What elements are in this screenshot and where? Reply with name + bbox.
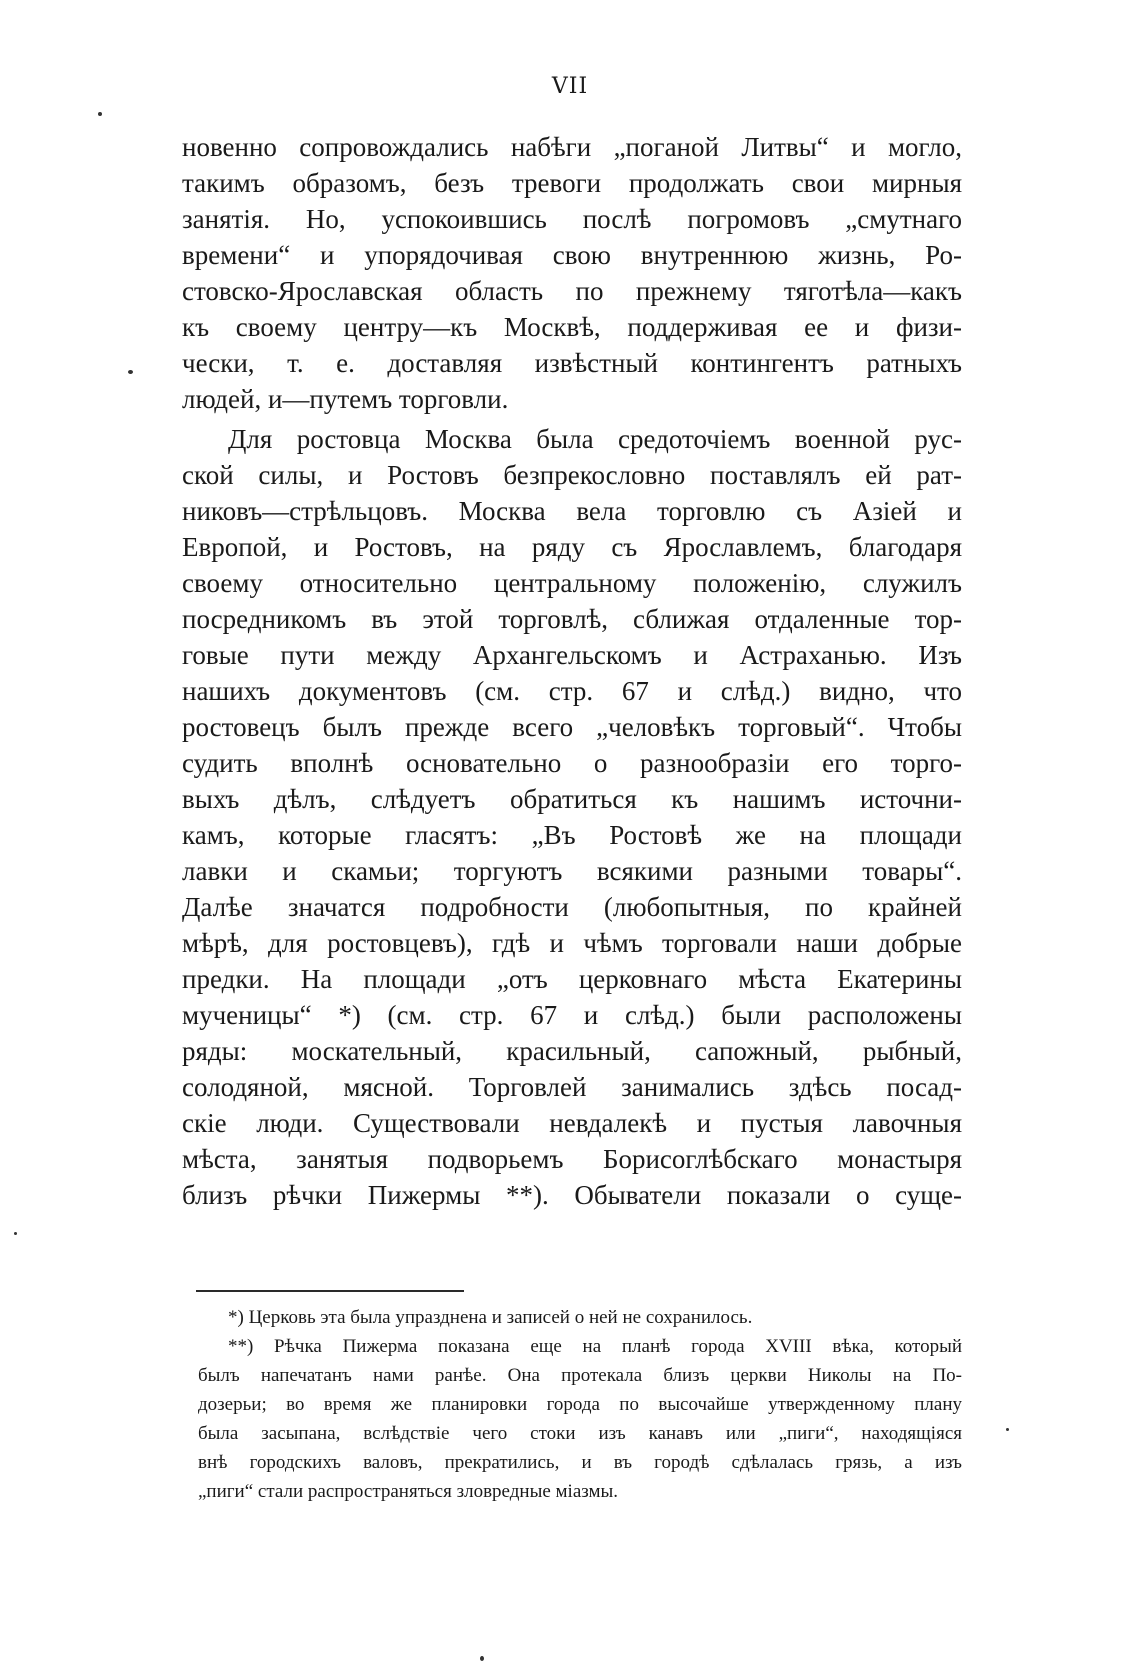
text-line: времени“ и упорядочивая свою внутреннюю жизнь, Ро- xyxy=(182,240,962,270)
text-line: камъ, которые гласятъ: „Въ Ростовѣ же на площади xyxy=(182,820,962,850)
text-line: людей, и—путемъ торговли. xyxy=(182,384,509,414)
footnote-line: **) Рѣчка Пижерма показана еще на планѣ города XVIII вѣка, который xyxy=(228,1336,962,1357)
text-line: близъ рѣчки Пижермы **). Обыватели показали о суще- xyxy=(182,1180,962,1210)
footnote-line: была засыпана, вслѣдствіе чего стоки изъ канавъ или „пиги“, находящіяся xyxy=(198,1423,962,1444)
text-line: Далѣе значатся подробности (любопытныя, по крайней xyxy=(182,892,962,922)
text-line: посредникомъ въ этой торговлѣ, сближая отдаленные тор- xyxy=(182,604,962,634)
text-line: своему относительно центральному положенію, служилъ xyxy=(182,568,962,598)
footnote-line: „пиги“ стали распространяться зловредные міазмы. xyxy=(198,1481,619,1502)
footnote-line: былъ напечатанъ нами ранѣе. Она протекала близъ церкви Николы на По- xyxy=(198,1365,962,1386)
text-line: ской силы, и Ростовъ безпрекословно поставлялъ ей рат- xyxy=(182,460,962,490)
text-line: говые пути между Архангельскомъ и Астраханью. Изъ xyxy=(182,640,962,670)
text-line: чески, т. е. доставляя извѣстный контингентъ ратныхъ xyxy=(182,348,962,378)
text-line: солодяной, мясной. Торговлей занимались здѣсь посад- xyxy=(182,1072,962,1102)
text-line: ростовецъ былъ прежде всего „человѣкъ торговый“. Чтобы xyxy=(182,712,962,742)
text-line: Европой, и Ростовъ, на ряду съ Ярославлемъ, благодаря xyxy=(182,532,962,562)
text-line: мѣрѣ, для ростовцевъ), гдѣ и чѣмъ торговали наши добрые xyxy=(182,928,962,958)
text-line: такимъ образомъ, безъ тревоги продолжать свои мирныя xyxy=(182,168,962,198)
text-line: мученицы“ *) (см. стр. 67 и слѣд.) были расположены xyxy=(182,1000,962,1030)
text-line: лавки и скамьи; торгуютъ всякими разными товары“. xyxy=(182,856,962,886)
footnote-line: *) Церковь эта была упразднена и записей о ней не сохранилось. xyxy=(228,1307,753,1328)
text-line: занятія. Но, успокоившись послѣ погромовъ „смутнаго xyxy=(182,204,962,234)
text-line: новенно сопровождались набѣги „поганой Литвы“ и могло, xyxy=(182,132,962,162)
text-line: Для ростовца Москва была средоточіемъ военной рус- xyxy=(228,424,962,454)
page-number: VII xyxy=(551,74,589,99)
text-line: ряды: москательный, красильный, сапожный, рыбный, xyxy=(182,1036,962,1066)
ink-speck xyxy=(480,1656,484,1661)
ink-speck xyxy=(98,112,102,116)
text-line: предки. На площади „отъ церковнаго мѣста Екатерины xyxy=(182,964,962,994)
text-line: выхъ дѣлъ, слѣдуетъ обратиться къ нашимъ источни- xyxy=(182,784,962,814)
text-line: нашихъ документовъ (см. стр. 67 и слѣд.) видно, что xyxy=(182,676,962,706)
text-line: стовско-Ярославская область по прежнему тяготѣла—какъ xyxy=(182,276,962,306)
ink-speck xyxy=(1006,1428,1009,1431)
footnote-divider xyxy=(196,1290,464,1292)
footnote-line: внѣ городскихъ валовъ, прекратились, и въ городѣ сдѣлалась грязь, а изъ xyxy=(198,1452,962,1473)
text-line: никовъ—стрѣльцовъ. Москва вела торговлю съ Азіей и xyxy=(182,496,962,526)
text-line: скіе люди. Существовали невдалекѣ и пустыя лавочныя xyxy=(182,1108,962,1138)
footnote-line: дозерьи; во время же планировки города по высочайше утвержденному плану xyxy=(198,1394,962,1415)
text-line: судить вполнѣ основательно о разнообразіи его торго- xyxy=(182,748,962,778)
text-line: къ своему центру—къ Москвѣ, поддерживая ее и физи- xyxy=(182,312,962,342)
ink-speck xyxy=(14,1232,17,1235)
text-line: мѣста, занятыя подворьемъ Борисоглѣбскаго монастыря xyxy=(182,1144,962,1174)
ink-speck xyxy=(128,370,133,374)
